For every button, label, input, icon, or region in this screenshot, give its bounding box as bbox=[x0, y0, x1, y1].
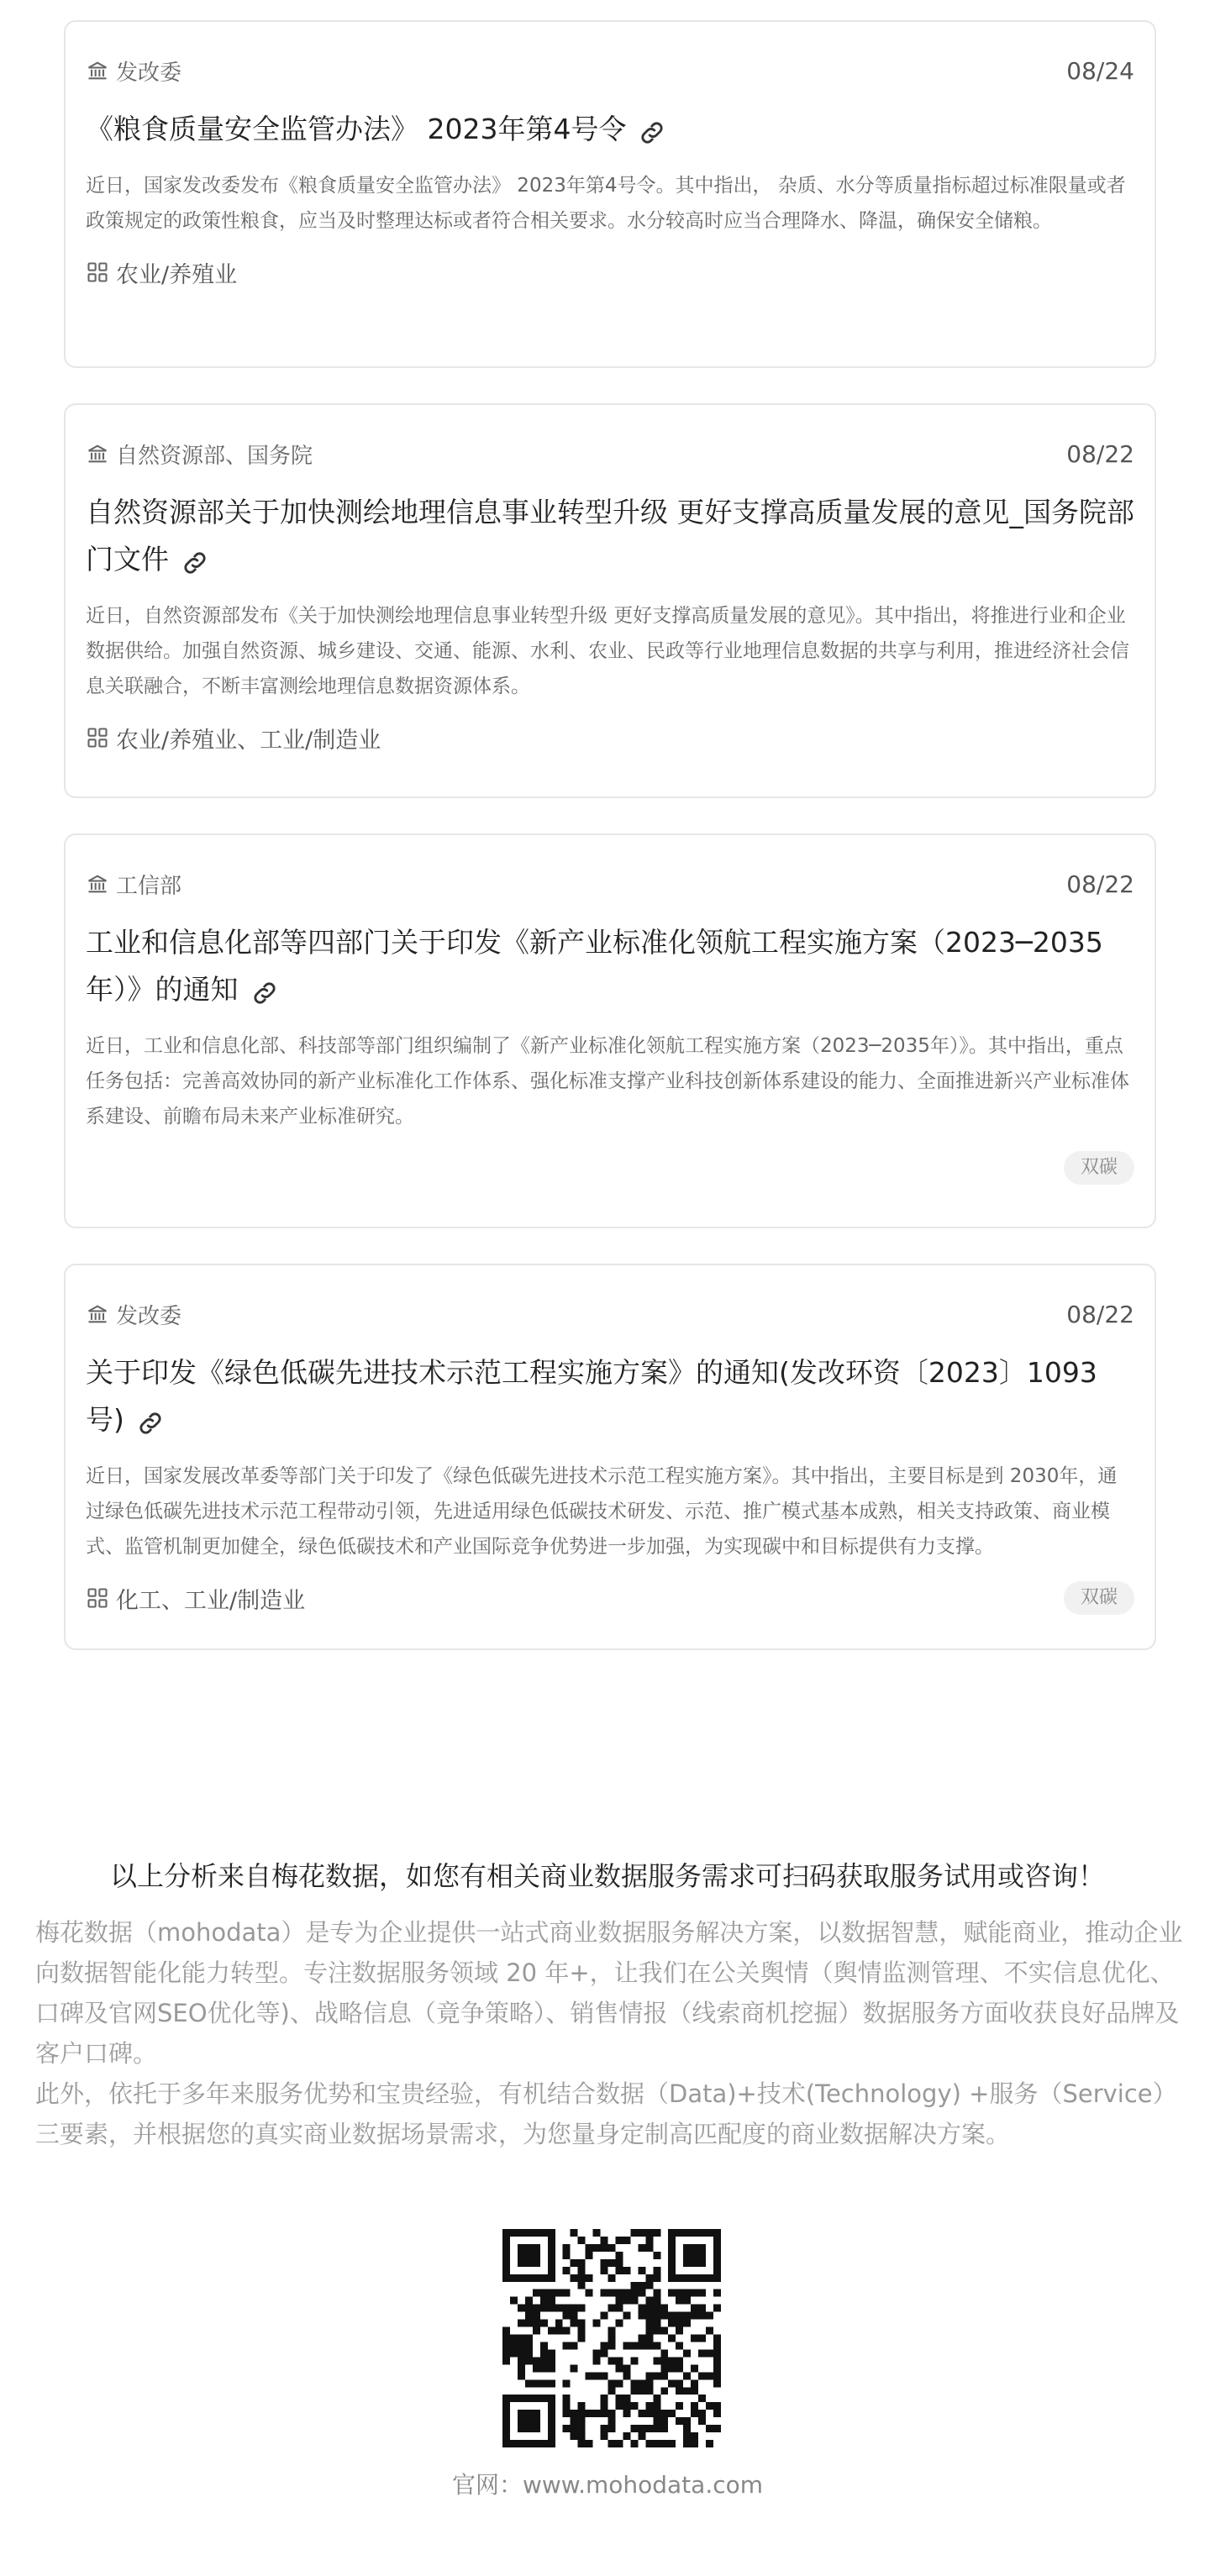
bank-icon bbox=[86, 872, 109, 896]
promo-paragraph-1: 梅花数据（mohodata）是专为企业提供一站式商业数据服务解决方案，以数据智慧，赋能商业，推动企业向数据智能化能力转型。专注数据服务领域 20 年+，让我们在公关舆情（舆情监测管理、不实信息优化、口碑及官网SEO优化等)、战略信息（竟争策略）、销售情报（线索商机挖掘）数据服务方面收获良好品牌及客户口碑。 bbox=[35, 1918, 1183, 2068]
promo-heading: 以上分析来自梅花数据，如您有相关商业数据服务需求可扫码获取服务试用或咨询！ bbox=[109, 1860, 1105, 1892]
source-label: 发改委 bbox=[116, 60, 182, 86]
source-label: 发改委 bbox=[116, 1303, 182, 1329]
link-icon[interactable] bbox=[638, 114, 666, 143]
article-title-text[interactable]: 《粮食质量安全监管办法》 2023年第4号令 bbox=[86, 113, 627, 145]
topic-tag[interactable]: 双碳 bbox=[1064, 1581, 1134, 1615]
industry bbox=[86, 1582, 305, 1615]
article-summary: 近日，工业和信息化部、科技部等部门组织编制了《新产业标准化领航工程实施方案（2023─2035年）》。其中指出，重点任务包括：完善高效协同的新产业标准化工作体系、强化标准支撑产业科技创新体系建设的能力、全面推进新兴产业标准体系建设、前瞻布局未来产业标准研究。 bbox=[86, 1035, 1129, 1128]
industry-label: 农业/养殖业 bbox=[116, 261, 238, 288]
promo-paragraph-2: 此外，依托于多年来服务优势和宝贵经验，有机结合数据（Data)+技术(Technology) +服务（Service）三要素，并根据您的真实商业数据场景需求，为您量身定制高匹配度的商业数据解决方案。 bbox=[35, 2079, 1177, 2148]
promo-body bbox=[35, 1912, 1186, 2154]
source-label: 工信部 bbox=[116, 873, 182, 899]
card-footer bbox=[86, 719, 1134, 756]
article-title[interactable] bbox=[86, 919, 1134, 1013]
qr-code[interactable] bbox=[502, 2229, 721, 2447]
policy-card[interactable] bbox=[64, 20, 1156, 368]
source bbox=[86, 869, 181, 900]
article-title[interactable] bbox=[86, 106, 1134, 153]
card-header bbox=[86, 869, 1134, 899]
link-icon[interactable] bbox=[250, 975, 279, 1003]
date: 08/22 bbox=[1066, 870, 1134, 898]
card-footer bbox=[86, 254, 1134, 291]
grid-icon bbox=[86, 726, 109, 749]
article-summary: 近日，国家发改委发布《粮食质量安全监管办法》 2023年第4号令。其中指出， 杂质、水分等质量指标超过标准限量或者政策规定的政策性粮食，应当及时整理达标或者符合相关要求。水分较高时应当合理降水、降温，确保安全储粮。 bbox=[86, 175, 1126, 232]
article-title[interactable] bbox=[86, 489, 1134, 583]
industry bbox=[86, 256, 237, 289]
bank-icon bbox=[86, 59, 109, 82]
source-label: 自然资源部、国务院 bbox=[116, 443, 313, 469]
link-icon[interactable] bbox=[136, 1405, 165, 1433]
policy-card[interactable] bbox=[64, 1264, 1156, 1650]
date: 08/24 bbox=[1066, 56, 1134, 85]
card-header bbox=[86, 1299, 1134, 1329]
policy-card[interactable] bbox=[64, 403, 1156, 798]
card-header bbox=[86, 55, 1134, 86]
policy-card-list bbox=[64, 20, 1156, 1685]
article-summary: 近日，自然资源部发布《关于加快测绘地理信息事业转型升级 更好支撑高质量发展的意见》。其中指出，将推进行业和企业数据供给。加强自然资源、城乡建设、交通、能源、水利、农业、民政等行业地理信息数据的共享与利用，推进经济社会信息关联融合，不断丰富测绘地理信息数据资源体系。 bbox=[86, 605, 1129, 697]
card-footer bbox=[86, 1580, 1134, 1617]
card-footer bbox=[86, 1149, 1134, 1186]
source bbox=[86, 55, 181, 87]
source bbox=[86, 1299, 181, 1330]
article-title-text[interactable]: 关于印发《绿色低碳先进技术示范工程实施方案》的通知(发改环资〔2023〕1093号) bbox=[86, 1356, 1097, 1436]
industry-label: 化工、工业/制造业 bbox=[116, 1587, 306, 1614]
card-header bbox=[86, 439, 1134, 469]
bank-icon bbox=[86, 442, 109, 465]
industry bbox=[86, 722, 381, 754]
date: 08/22 bbox=[1066, 1300, 1134, 1328]
article-title-text[interactable]: 工业和信息化部等四部门关于印发《新产业标准化领航工程实施方案（2023─2035年）》的通知 bbox=[86, 926, 1103, 1006]
article-title-text[interactable]: 自然资源部关于加快测绘地理信息事业转型升级 更好支撑高质量发展的意见_国务院部门文件 bbox=[86, 496, 1134, 576]
policy-card[interactable] bbox=[64, 833, 1156, 1228]
link-icon[interactable] bbox=[181, 544, 209, 573]
bank-icon bbox=[86, 1302, 109, 1326]
qr-code-graphic bbox=[502, 2229, 721, 2447]
source bbox=[86, 439, 313, 470]
topic-tag[interactable]: 双碳 bbox=[1064, 1151, 1134, 1185]
article-title[interactable] bbox=[86, 1349, 1134, 1443]
date: 08/22 bbox=[1066, 439, 1134, 468]
website-link[interactable]: 官网：www.mohodata.com bbox=[451, 2471, 764, 2499]
industry-label: 农业/养殖业、工业/制造业 bbox=[116, 727, 381, 754]
article-summary: 近日，国家发展改革委等部门关于印发了《绿色低碳先进技术示范工程实施方案》。其中指出，主要目标是到 2030年，通过绿色低碳先进技术示范工程带动引领，先进适用绿色低碳技术研发、示范、推广模式基本成熟，相关支持政策、商业模式、监管机制更加健全，绿色低碳技术和产业国际竞争优势进一步加强，为实现碳中和目标提供有力支撑。 bbox=[86, 1465, 1118, 1558]
grid-icon bbox=[86, 1586, 109, 1610]
grid-icon bbox=[86, 260, 109, 284]
